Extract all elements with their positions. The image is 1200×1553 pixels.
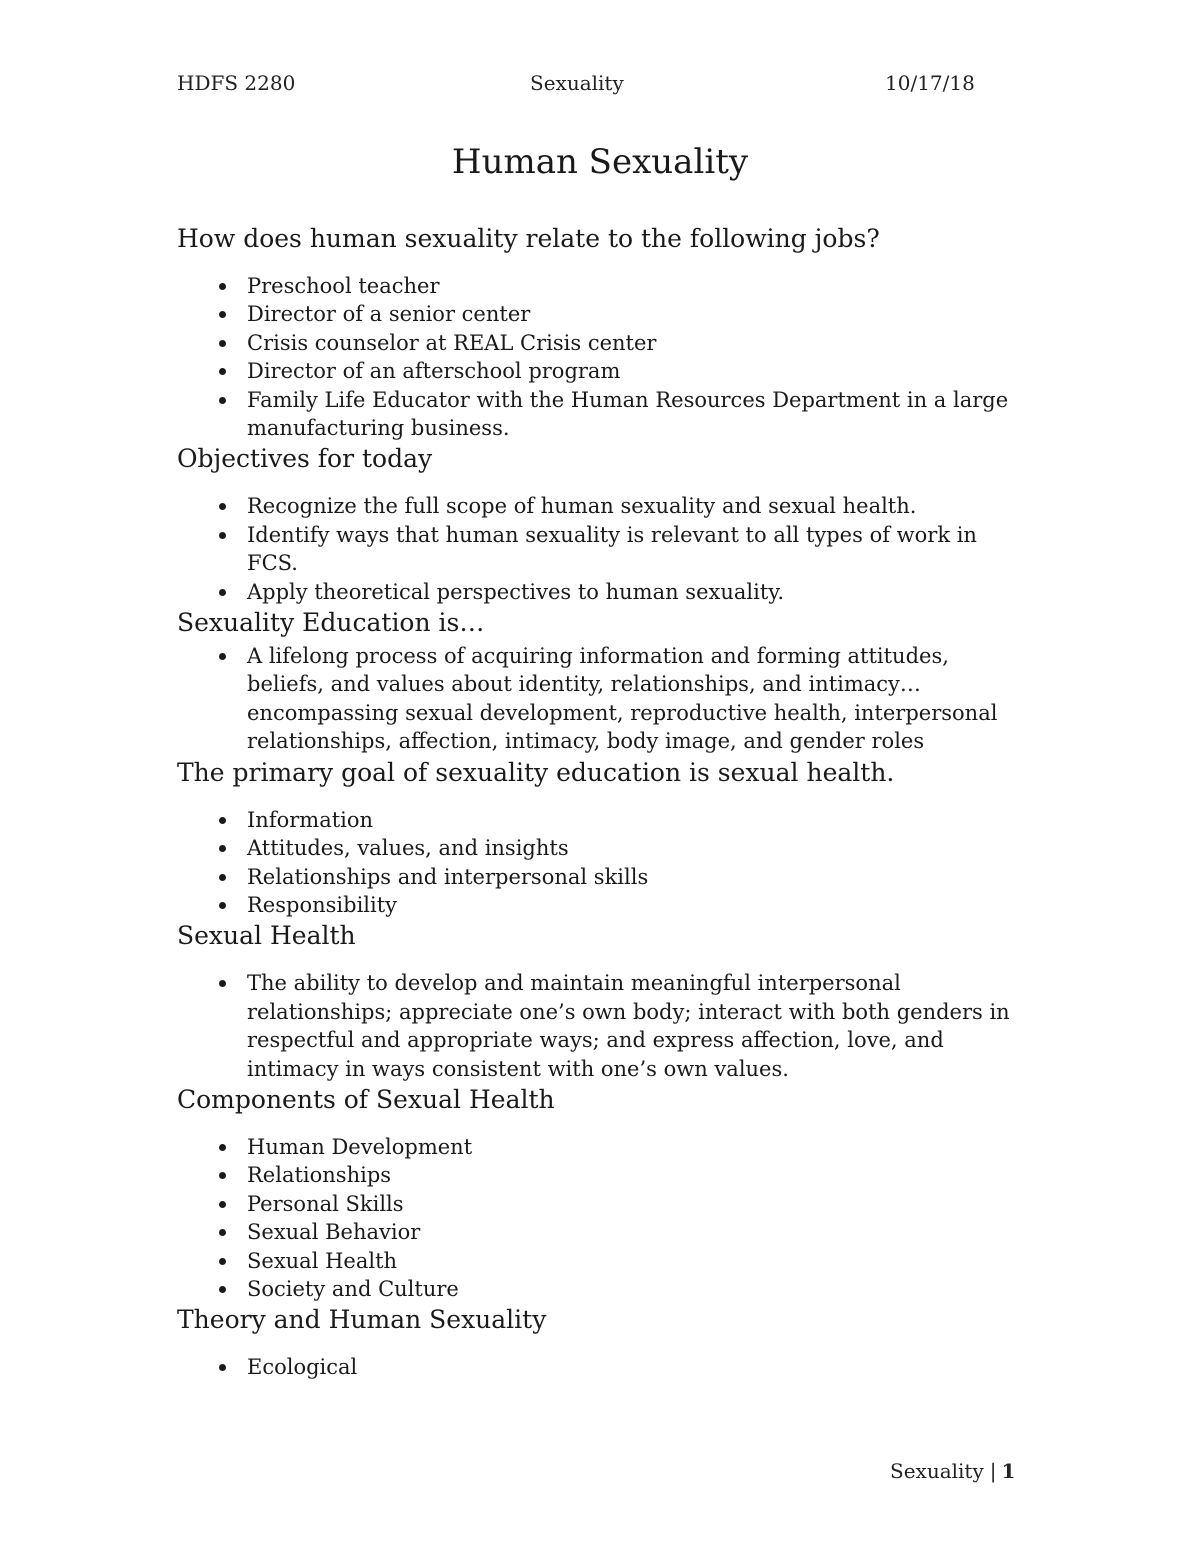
- header-course: HDFS 2280: [177, 71, 296, 95]
- jobs-list: [177, 272, 1027, 442]
- section-heading-components: Components of Sexual Health: [177, 1084, 555, 1114]
- section-heading-sexual-health: Sexual Health: [177, 921, 356, 951]
- list-item: Preschool teacher: [177, 272, 1027, 300]
- list-item: Society and Culture: [177, 1275, 1027, 1303]
- list-item: Identify ways that human sexuality is relevant to all types of work in FCS.: [177, 521, 1027, 578]
- section-heading-jobs: How does human sexuality relate to the following jobs?: [177, 224, 880, 253]
- list-item: Crisis counselor at REAL Crisis center: [177, 329, 1027, 357]
- list-item: A lifelong process of acquiring information and forming attitudes, beliefs, and values about identity, relationships, and intimacy…encompassing sexual development, reproductive health, interpersonal relationships, affection, intimacy, body image, and gender roles: [177, 642, 1027, 756]
- list-item: Relationships and interpersonal skills: [177, 863, 1027, 891]
- list-item: Human Development: [177, 1133, 1027, 1161]
- list-item: Director of an afterschool program: [177, 357, 1027, 385]
- footer-label: Sexuality: [890, 1459, 984, 1483]
- list-item: Responsibility: [177, 891, 1027, 919]
- components-list: [177, 1133, 1027, 1303]
- section-heading-sexuality-education: Sexuality Education is…: [177, 608, 485, 638]
- sexuality-education-list: [177, 642, 1027, 756]
- list-item: Sexual Health: [177, 1247, 1027, 1275]
- page-footer: [890, 1458, 1015, 1484]
- list-item: Information: [177, 806, 1027, 834]
- list-item: Recognize the full scope of human sexuality and sexual health.: [177, 492, 1027, 520]
- list-item: Sexual Behavior: [177, 1218, 1027, 1246]
- list-item: Attitudes, values, and insights: [177, 834, 1027, 862]
- header-topic: Sexuality: [530, 71, 624, 95]
- list-item: The ability to develop and maintain meaningful interpersonal relationships; appreciate one’s own body; interact with both genders in respectful and appropriate ways; and express affection, love, and intimacy in ways consistent with one’s own values.: [177, 969, 1027, 1083]
- primary-goal-list: [177, 806, 1027, 920]
- footer-separator: |: [989, 1459, 997, 1483]
- section-heading-objectives: Objectives for today: [177, 444, 433, 474]
- list-item: Apply theoretical perspectives to human sexuality.: [177, 578, 1027, 606]
- list-item: Personal Skills: [177, 1190, 1027, 1218]
- page-number: 1: [1001, 1459, 1016, 1483]
- sexual-health-list: [177, 969, 1027, 1083]
- theory-list: [177, 1353, 1027, 1381]
- document-body: [177, 222, 1027, 1382]
- document-title: Human Sexuality: [451, 142, 749, 182]
- section-heading-theory: Theory and Human Sexuality: [177, 1305, 547, 1335]
- list-item: Ecological: [177, 1353, 1027, 1381]
- section-heading-primary-goal: The primary goal of sexuality education is sexual health.: [177, 757, 895, 787]
- list-item: Family Life Educator with the Human Resources Department in a large manufacturing business.: [177, 386, 1027, 443]
- header-date: 10/17/18: [885, 71, 975, 95]
- list-item: Relationships: [177, 1161, 1027, 1189]
- objectives-list: [177, 492, 1027, 606]
- list-item: Director of a senior center: [177, 300, 1027, 328]
